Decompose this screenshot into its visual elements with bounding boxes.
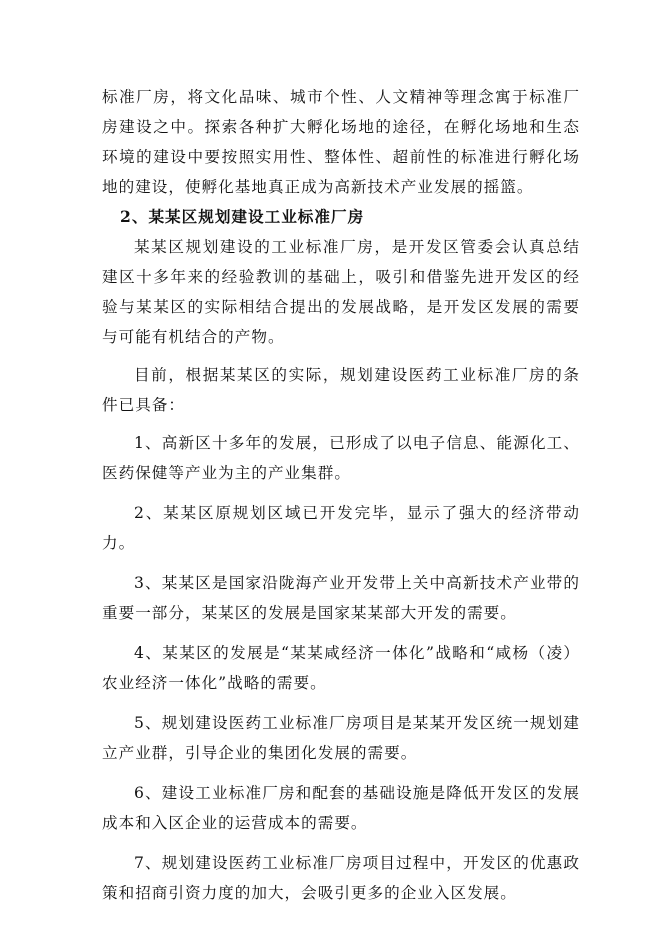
list-item: 7、规划建设医药工业标准厂房项目过程中，开发区的优惠政策和招商引资力度的加大，会吸引更多的企业入区发展。 [102,854,580,902]
section-heading: 2、某某区规划建设工业标准厂房 [120,207,365,226]
list-item: 4、某某区的发展是“某某咸经济一体化”战略和“咸杨（凌）农业经济一体化”战略的需要。 [102,644,580,692]
intro-paragraph: 标准厂房，将文化品味、城市个性、人文精神等理念寓于标准厂房建设之中。探索各种扩大孵化场地的途径，在孵化场地和生态环境的建设中要按照实用性、整体性、超前性的标准进行孵化场地的建设，使孵化基地真正成为高新技术产业发展的摇篮。 [102,88,580,196]
list-item: 1、高新区十多年的发展，已形成了以电子信息、能源化工、医药保健等产业为主的产业集群。 [102,434,580,482]
document-page [102,82,580,908]
list-item: 5、规划建设医药工业标准厂房项目是某某开发区统一规划建立产业群，引导企业的集团化发展的需要。 [102,714,580,762]
list-item: 6、建设工业标准厂房和配套的基础设施是降低开发区的发展成本和入区企业的运营成本的需要。 [102,784,580,832]
conditions-paragraph: 目前，根据某某区的实际，规划建设医药工业标准厂房的条件已具备： [102,366,580,414]
overview-paragraph: 某某区规划建设的工业标准厂房，是开发区管委会认真总结建区十多年来的经验教训的基础上，吸引和借鉴先进开发区的经验与某某区的实际相结合提出的发展战略，是开发区发展的需要与可能有机结合的产物。 [102,238,580,346]
list-item: 3、某某区是国家沿陇海产业开发带上关中高新技术产业带的重要一部分，某某区的发展是国家某某部大开发的需要。 [102,574,580,622]
list-item: 2、某某区原规划区域已开发完毕，显示了强大的经济带动力。 [102,504,580,552]
